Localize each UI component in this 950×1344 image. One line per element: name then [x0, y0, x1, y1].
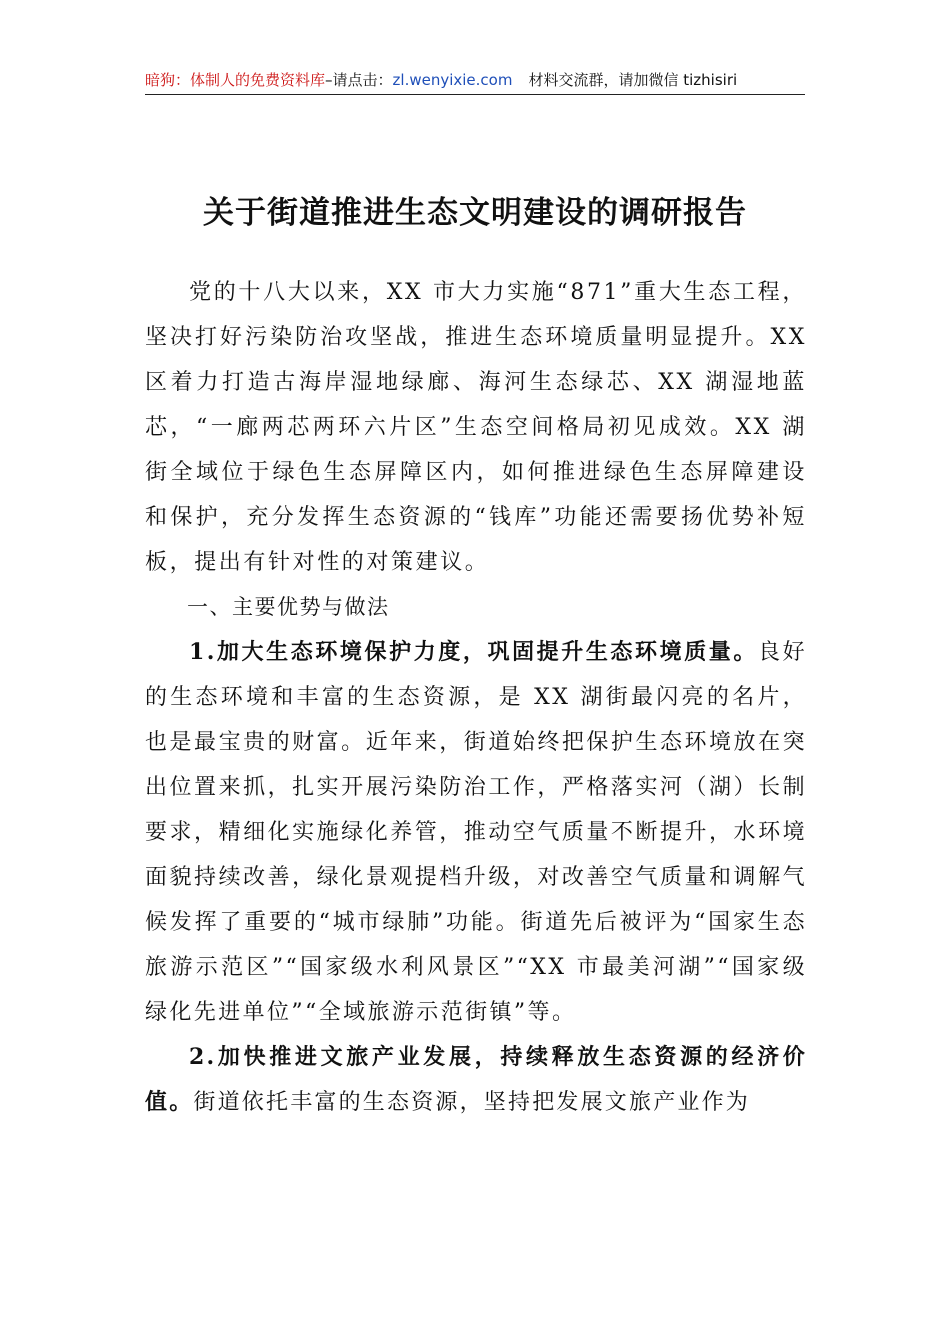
item-1-paragraph [145, 630, 807, 1035]
intro-paragraph: 党的十八大以来，XX 市大力实施“871”重大生态工程，坚决打好污染防治攻坚战，推进生态环境质量明显提升。XX 区着力打造古海岸湿地绿廊、海河生态绿芯、XX 湖湿地蓝芯，“一廊两芯两环六片区”生态空间格局初见成效。XX 湖街全域位于绿色生态屏障区内，如何推进绿色生态屏障建设和保护，充分发挥生态资源的“钱库”功能还需要扬优势补短板，提出有针对性的对策建议。 [145, 280, 807, 575]
header-link[interactable]: zl.wenyixie.com [392, 71, 513, 89]
item-2-paragraph [145, 1035, 807, 1125]
header-brand: 暗狗：体制人的免费资料库 [145, 71, 326, 89]
page-header [145, 70, 805, 94]
document-body [145, 270, 807, 1125]
document-title: 关于街道推进生态文明建设的调研报告 [203, 194, 747, 231]
header-prompt: –请点击： [325, 71, 393, 89]
item-1-text: 良好的生态环境和丰富的生态资源，是 XX 湖街最闪亮的名片，也是最宝贵的财富。近年来，街道始终把保护生态环境放在突出位置来抓，扎实开展污染防治工作，严格落实河（湖）长制要求，精细化实施绿化养管，推动空气质量不断提升，水环境面貌持续改善，绿化景观提档升级，对改善空气质量和调解气候发挥了重要的“城市绿肺”功能。街道先后被评为“国家生态旅游示范区”“国家级水利风景区”“XX 市最美河湖”“国家级绿化先进单位”“全域旅游示范街镇”等。 [145, 640, 807, 1025]
header-wechat: 材料交流群，请加微信 tizhisiri [528, 71, 738, 89]
item-2-text: 街道依托丰富的生态资源，坚持把发展文旅产业作为 [193, 1090, 751, 1115]
item-2-lead: 2.加快推进文旅产业发展，持续释放生态资源的经济价值。 [145, 1044, 807, 1115]
header-divider [145, 94, 805, 95]
section-heading: 一、主要优势与做法 [187, 595, 390, 619]
item-1-lead: 1.加大生态环境保护力度，巩固提升生态环境质量。 [189, 639, 758, 665]
